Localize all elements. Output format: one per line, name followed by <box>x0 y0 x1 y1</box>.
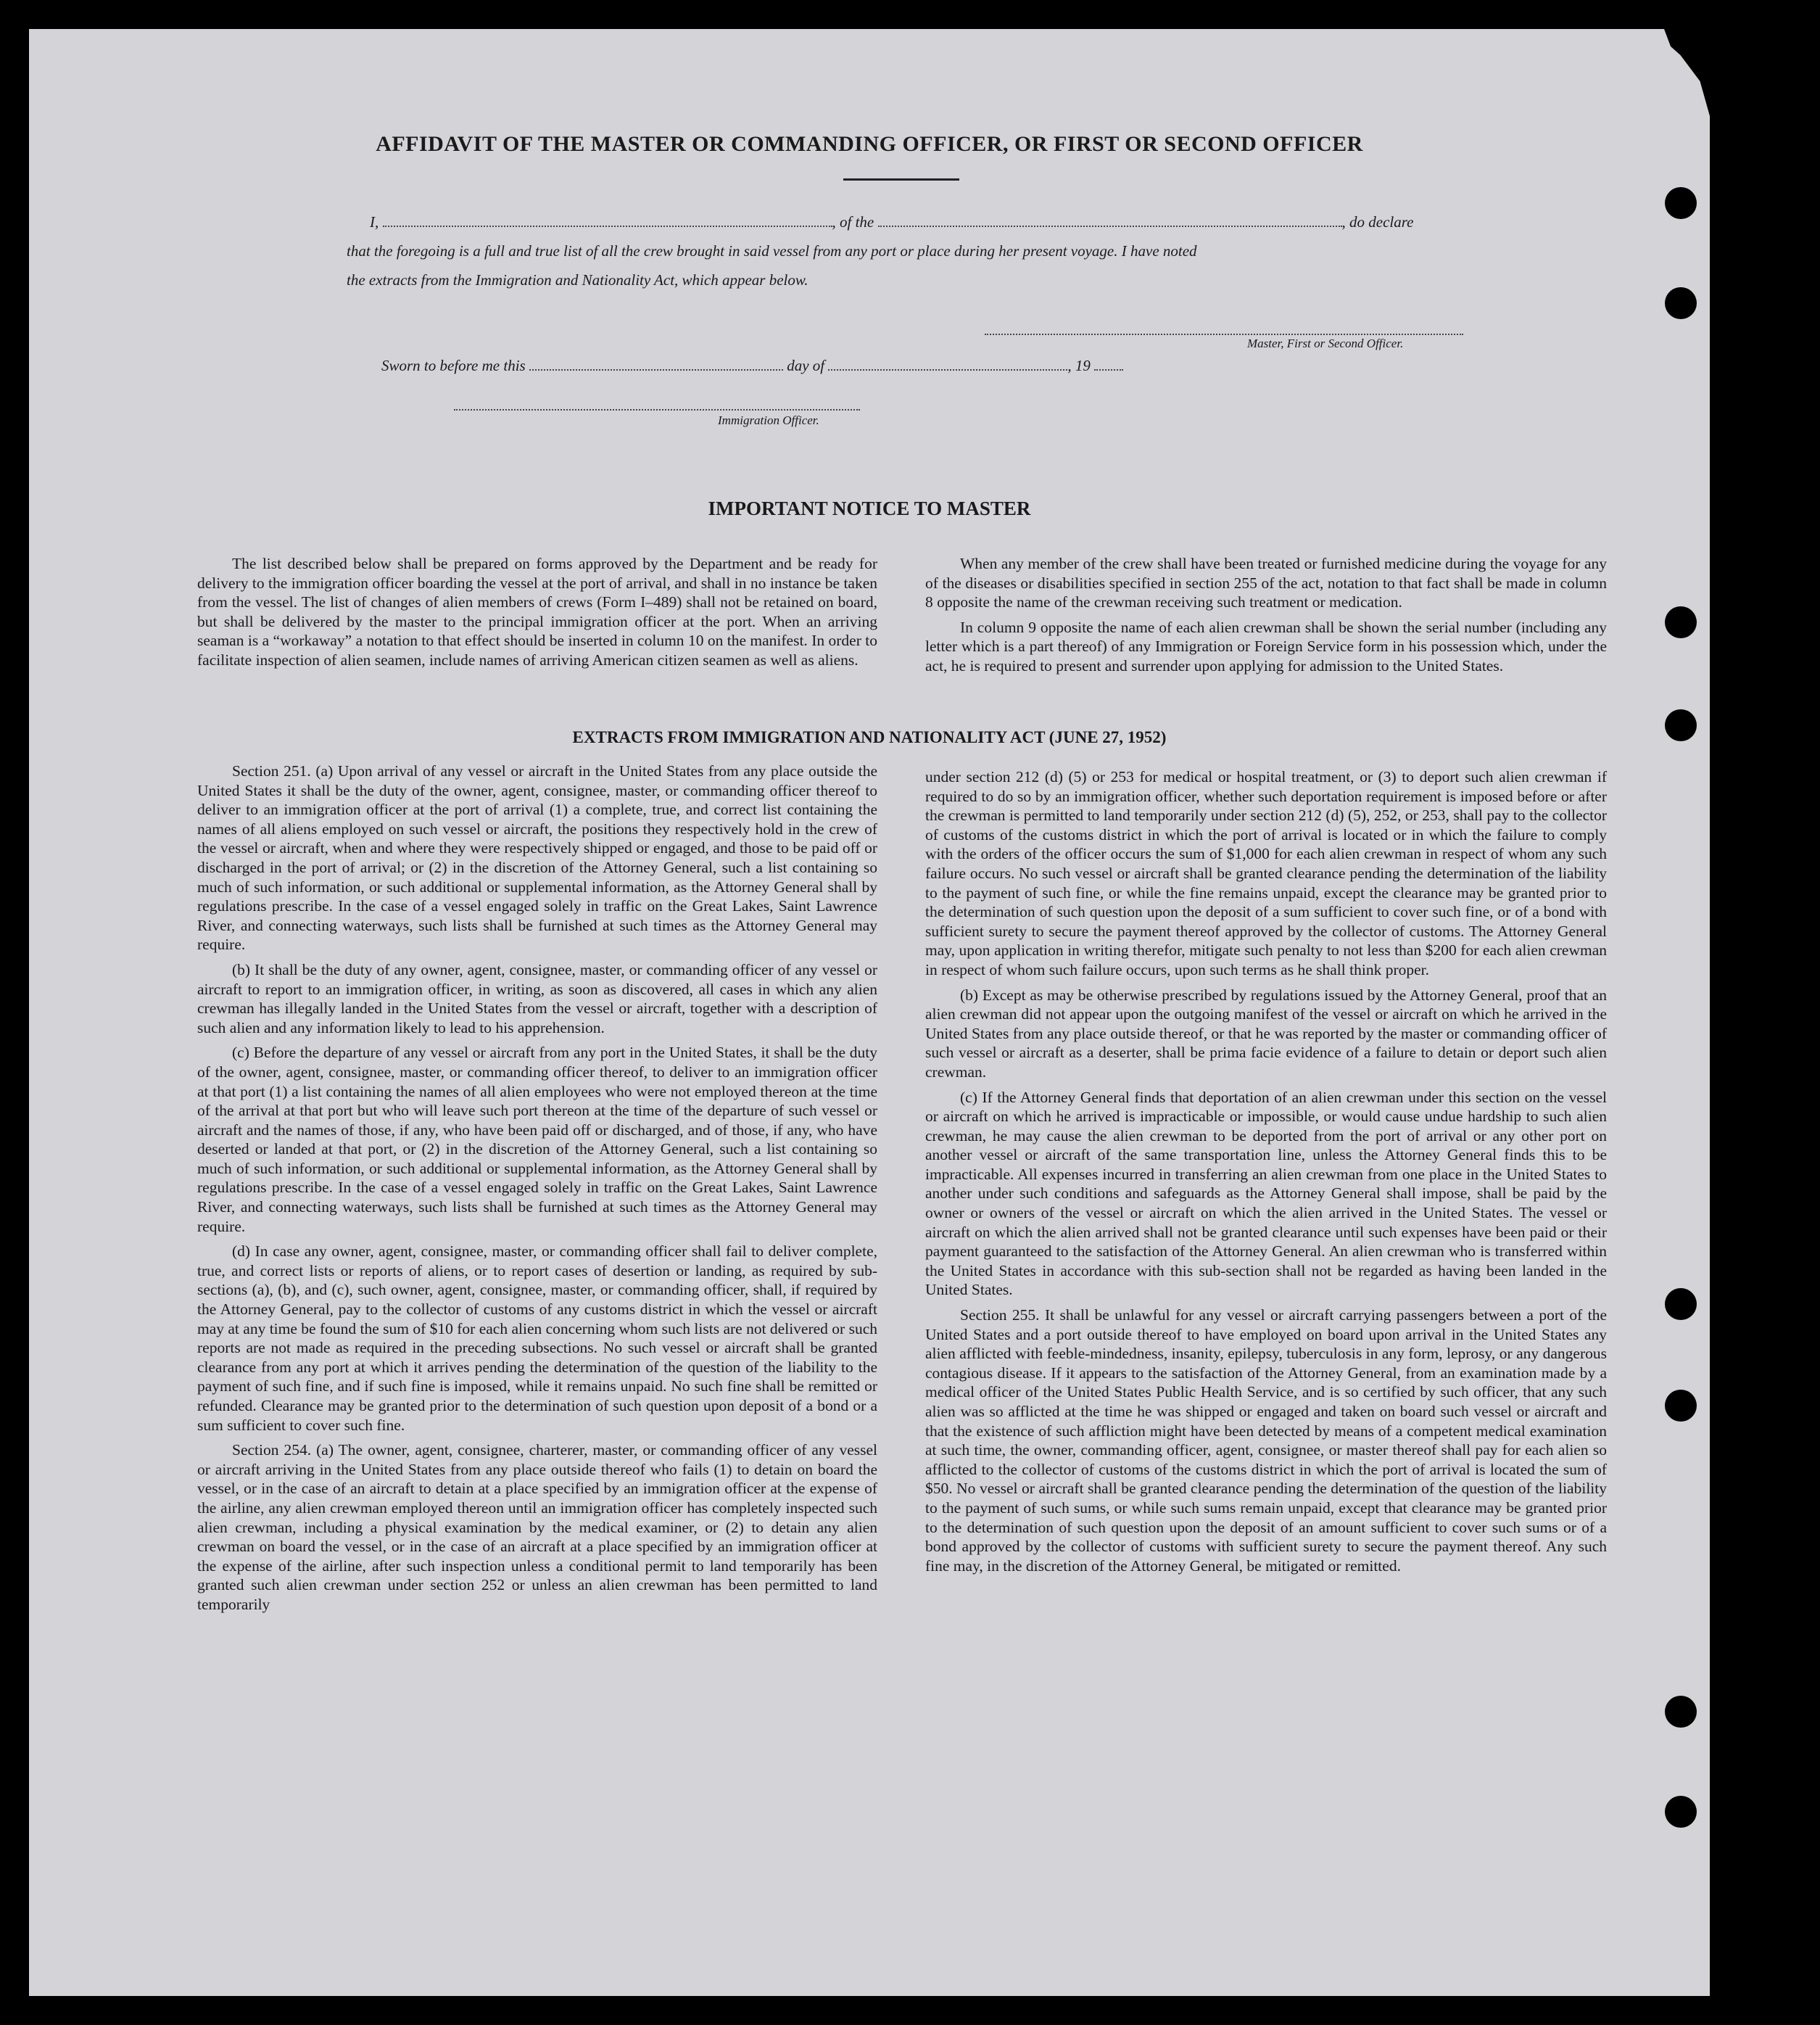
title-rule <box>843 178 959 181</box>
affidavit-title: AFFIDAVIT OF THE MASTER OR COMMANDING OFFICER, OR FIRST OR SECOND OFFICER <box>376 132 1363 156</box>
punch-hole <box>1665 1796 1697 1828</box>
act-paragraph: under section 212 (d) (5) or 253 for medical or hospital treatment, or (3) to deport such alien crewman if required to do so by an immigration officer, whether such deportation requirement is imposed before or after the crewman is permitted to land temporarily under section 212 (d) (5), 252, or 253, shall pay to the collector of customs of the customs district in which the port of arrival is located or in which the failure to comply with the orders of the officer occurs the sum of $1,000 for each alien crewman in respect of whom any such failure occurs. No such vessel or aircraft shall be granted clearance pending the determination of the liability to the payment of such fine, or while the fine remains unpaid, except the clearance may be granted prior to the determination of such question upon the deposit of a sum sufficient to cover such fine, or of a bond with sufficient surety to secure the payment thereof approved by the collector of customs. The Attorney General may, upon application in writing therefor, mitigate such penalty to not less than $200 for each alien crewman in respect of whom such failure occurs, upon such terms as he shall think proper. <box>925 768 1607 978</box>
date-blank[interactable] <box>529 368 783 371</box>
document-page <box>29 29 1710 1996</box>
torn-corner <box>1645 29 1710 116</box>
master-signature-line[interactable] <box>985 334 1463 335</box>
extracts-left-column <box>197 762 877 1620</box>
act-paragraph: (c) If the Attorney General finds that deportation of an alien crewman under this section on the vessel or aircraft on which he arrived is impracticable or impossible, or would cause undue hardship to such alien crewman, he may cause the alien crewman to be deported from the port of arrival or any other port on another vessel or aircraft of the same transportation line, unless the Attorney General finds this to be impracticable. All expenses incurred in transferring an alien crewman from one place in the United States to another under such conditions and safeguards as the Attorney General shall impose, shall be paid by the owner or owners of the vessel or aircraft on which the alien arrived in the United States. The vessel or aircraft on which the alien arrived shall not be granted clearance until such expenses have been paid or their payment guaranteed to the satisfaction of the Attorney General. An alien crewman who is transferred within the United States in accordance with this sub-section shall not be regarded as having been landed in the United States. <box>925 1088 1607 1299</box>
extracts-title: EXTRACTS FROM IMMIGRATION AND NATIONALITY ACT (JUNE 27, 1952) <box>572 728 1167 746</box>
act-paragraph: Section 255. It shall be unlawful for any vessel or aircraft carrying passengers between a port of the United States and a port outside thereof to have employed on board upon arrival in the United States any alien afflicted with feeble-mindedness, insanity, epilepsy, tuberculosis in any form, leprosy, or any dangerous contagious disease. If it appears to the satisfaction of the Attorney General, from an examination made by a medical officer of the United States Public Health Service, and is so certified by such officer, that any such alien was so afflicted at the time he was shipped or engaged and taken on board such vessel or aircraft and that the existence of such affliction might have been detected by means of a competent medical examination at such time, the owner, commanding officer, agent, consignee, or master thereof shall pay for each alien so afflicted to the collector of customs of the customs district in which the port of arrival is located the sum of $50. No vessel or aircraft shall be granted clearance pending the determination of the question of the liability to the payment of such sums, or while such sums remain unpaid, except that clearance may be granted prior to the determination of such question upon the deposit of an amount sufficient to cover such sums or of a bond approved by the collector of customs with sufficient surety to secure the payment thereof. Any such fine may, in the discretion of the Attorney General, be mitigated or remitted. <box>925 1306 1607 1575</box>
notice-paragraph: When any member of the crew shall have been treated or furnished medicine during the voyage for any of the diseases or disabilities specified in section 255 of the act, notation to that fact shall be made in column 8 opposite the name of the crewman receiving such treatment or medication. <box>925 555 1607 611</box>
sworn-line: Sworn to before me this day of , 19 <box>381 357 1123 375</box>
act-paragraph: Section 251. (a) Upon arrival of any vessel or aircraft in the United States from any place outside the United States it shall be the duty of the owner, agent, consignee, master, or commanding officer thereof to deliver to an immigration officer at the port of arrival (1) a complete, true, and correct list containing the names of all aliens employed on such vessel or aircraft, the positions they respectively hold in the crew of the vessel or aircraft, when and where they were respectively shipped or engaged, and those to be paid off or discharged in the port of arrival; or (2) in the discretion of the Attorney General, such a list containing so much of such information, or such additional or supplemental information, as the Attorney General shall by regulations prescribe. In the case of a vessel engaged solely in traffic on the Great Lakes, Saint Lawrence River, and connecting waterways, such lists shall be furnished at such times as the Attorney General may require. <box>197 762 877 954</box>
punch-hole <box>1665 1288 1697 1320</box>
declaration-line-3: the extracts from the Immigration and Nationality Act, which appear below. <box>347 271 808 289</box>
act-paragraph: (b) It shall be the duty of any owner, agent, consignee, master, or commanding officer of any vessel or aircraft to report to an immigration officer, in writing, as soon as discovered, all cases in which any alien crewman has illegally landed in the United States from the vessel or aircraft, together with a description of such alien and any information likely to lead to his apprehension. <box>197 960 877 1036</box>
master-caption: Master, First or Second Officer. <box>1247 337 1404 350</box>
notice-title: IMPORTANT NOTICE TO MASTER <box>708 498 1031 519</box>
punch-hole <box>1665 1390 1697 1422</box>
punch-hole <box>1665 287 1697 319</box>
act-paragraph: (c) Before the departure of any vessel or aircraft from any port in the United States, it shall be the duty of the owner, agent, consignee, master, or commanding officer thereof, to deliver to an immigration officer at that port (1) a list containing the names of all alien employees who were not employed thereon at the time of the arrival at that port but who will leave such port thereon at the time of the departure of such vessel or aircraft and the names of those, if any, who have been paid off or discharged, and of those, if any, who have deserted or landed at that port, or (2) in the discretion of the Attorney General, such a list containing so much of such information, or such additional or supplemental information, as the Attorney General shall by regulations prescribe. In the case of a vessel engaged solely in traffic on the Great Lakes, Saint Lawrence River, and connecting waterways, such lists shall be furnished at such times as the Attorney General may require. <box>197 1044 877 1235</box>
act-paragraph: Section 254. (a) The owner, agent, consignee, charterer, master, or commanding officer of any vessel or aircraft arriving in the United States from any place outside thereof who fails (1) to detain on board the vessel, or in the case of an aircraft to detain at a place specified by an immigration officer at the expense of the airline, any alien crewman employed thereon until an immigration officer has completely inspected such alien crewman, including a physical examination by the medical examiner, or (2) to detain any alien crewman on board the vessel, or in the case of an aircraft at a place specified by an immigration officer at the expense of the airline, after such inspection unless a conditional permit to land temporarily has been granted such alien crewman under section 252 or unless an alien crewman has been permitted to land temporarily <box>197 1441 877 1613</box>
declaration-line-2: that the foregoing is a full and true list of all the crew brought in said vessel from any port or place during her present voyage. I have noted <box>347 242 1197 260</box>
notice-paragraph: In column 9 opposite the name of each alien crewman shall be shown the serial number (including any letter which is a part thereof) of any Immigration or Foreign Service form in his possession which, under the act, he is required to present and surrender upon applying for admission to the United States. <box>925 618 1607 675</box>
vessel-blank[interactable] <box>878 225 1342 227</box>
year-blank[interactable] <box>1094 368 1123 371</box>
notice-left-column <box>197 554 877 676</box>
notice-paragraph: The list described below shall be prepared on forms approved by the Department and be ready for delivery to the immigration officer boarding the vessel at the port of arrival, and shall in no instance be taken from the vessel. The list of changes of alien members of crews (Form I–489) shall not be retained on board, but shall be delivered by the master to the principal immigration officer at the port. When an arriving seaman is a “workaway” a notation to that effect should be inserted in column 10 on the manifest. In order to facilitate inspection of alien seamen, include names of arriving American citizen seamen as well as aliens. <box>197 555 877 669</box>
notice-right-column <box>925 554 1607 682</box>
officer-signature-line[interactable] <box>454 409 860 411</box>
act-paragraph: (d) In case any owner, agent, consignee, master, or commanding officer shall fail to deliver complete, true, and correct lists or reports of aliens, or to report cases of desertion or landing, as required by sub-sections (a), (b), and (c), such owner, agent, consignee, master, or commanding officer, shall, if required by the Attorney General, pay to the collector of customs of any customs district in which the vessel or aircraft may at any time be found the sum of $10 for each alien concerning whom such lists are not delivered or such reports are not made as required in the preceding subsections. No such vessel or aircraft shall be granted clearance from any port at which it arrives pending the determination of the question of the liability to the payment of such fine, and if such fine is imposed, while it remains unpaid. No such fine shall be remitted or refunded. Clearance may be granted prior to the determination of such question upon deposit of a bond or a sum sufficient to cover such fine. <box>197 1242 877 1434</box>
officer-caption: Immigration Officer. <box>718 413 819 427</box>
name-blank[interactable] <box>383 225 832 227</box>
extracts-right-column <box>925 767 1607 1581</box>
month-blank[interactable] <box>828 368 1067 371</box>
punch-hole <box>1665 606 1697 638</box>
punch-hole <box>1665 187 1697 219</box>
act-paragraph: (b) Except as may be otherwise prescribed by regulations issued by the Attorney General, proof that an alien crewman did not appear upon the outgoing manifest of the vessel or aircraft on which he arrived in the United States from any place outside thereof, or that he was reported by the master or commanding officer of such vessel or aircraft as a deserter, shall be prima facie evidence of a failure to detain or deport such alien crewman. <box>925 986 1607 1081</box>
declaration-line-1: I, , of the , do declare <box>370 213 1414 231</box>
punch-hole <box>1665 1696 1697 1728</box>
